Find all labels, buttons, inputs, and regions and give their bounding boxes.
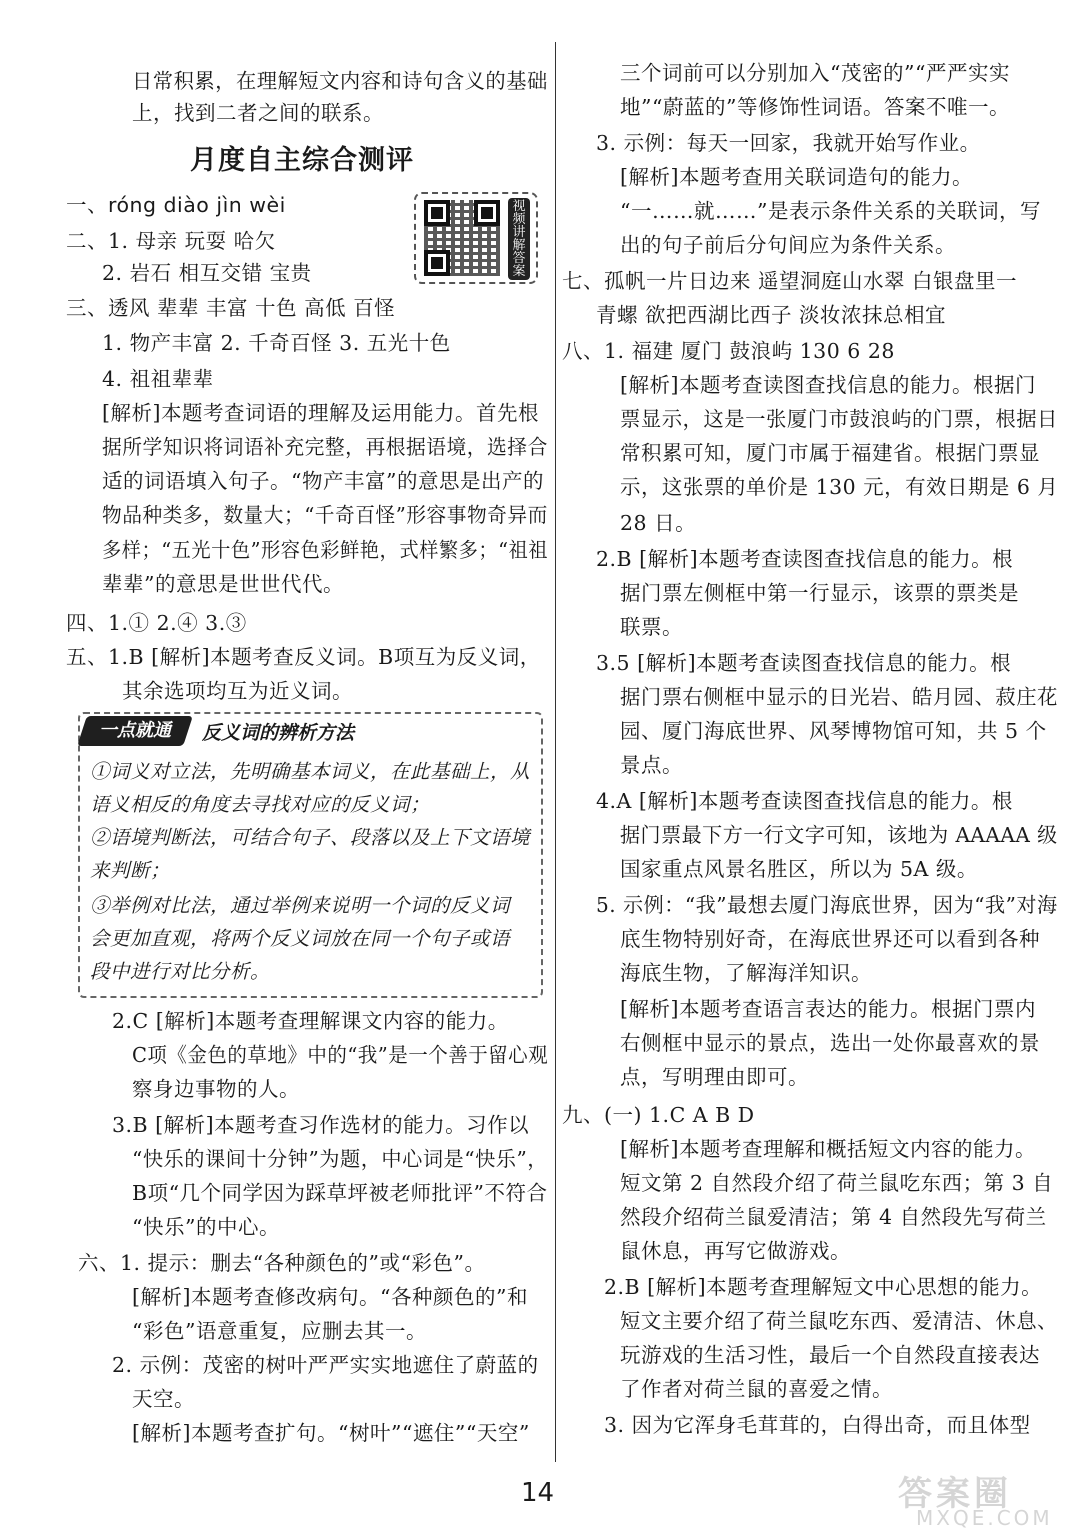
tip-line: 语义相反的角度去寻找对应的反义词； [90,793,431,816]
text-line: 青螺 欲把西湖比西子 淡妆浓抹总相宜 [596,303,947,327]
text-line: 5. 示例：“我”最想去厦门海底世界，因为“我”对海 [596,893,1058,917]
text-line: 3.5 [解析]本题考查读图查找信息的能力。根 [596,651,1012,675]
tip-badge-label: 一点就通 [99,720,171,741]
tip-line: ③举例对比法，通过举例来说明一个词的反义词 [90,894,511,917]
text-line: “彩色”语意重复，应删去其一。 [132,1319,427,1343]
text-line: 据门票左侧框中第一行显示，该票的票类是 [620,581,1019,605]
text-line: C项《金色的草地》中的“我”是一个善于留心观 [132,1043,549,1067]
answer-7: 七、孤帆一片日边来 遥望洞庭山水翠 白银盘里一 [562,269,1018,293]
text-line: 2.B [解析]本题考查读图查找信息的能力。根 [596,547,1014,571]
answer-6: 六、1. 提示：删去“各种颜色的”或“彩色”。 [78,1251,486,1275]
text-line: 联票。 [620,615,683,639]
text-line: 常积累可知，厦门市属于福建省。根据门票显 [620,441,1040,465]
qr-finder-icon [424,250,450,276]
text-line: 物品种类多，数量大；“千奇百怪”形容事物奇异而 [102,503,548,527]
text-line: 日常积累，在理解短文内容和诗句含义的基础 [132,69,548,93]
text-line: 底生物特别好奇，在海底世界还可以看到各种 [620,927,1040,951]
text-line: 了作者对荷兰鼠的喜爱之情。 [620,1377,893,1401]
answer-8: 八、1. 福建 厦门 鼓浪屿 130 6 28 [562,339,895,363]
text-line: 三个词前可以分别加入“茂密的”“严严实实 [620,61,1010,85]
text-line: 2. 岩石 相互交错 宝贵 [102,261,312,285]
analysis-line: [解析]本题考查词语的理解及运用能力。首先根 [102,401,539,425]
analysis-line: [解析]本题考查读图查找信息的能力。根据门 [620,373,1036,397]
analysis-line: [解析]本题考查语言表达的能力。根据门票内 [620,997,1036,1021]
text-line: 2.C [解析]本题考查理解课文内容的能力。 [112,1009,509,1033]
text-line: 2.B [解析]本题考查理解短文中心思想的能力。 [604,1275,1043,1299]
text-line: 天空。 [132,1387,195,1411]
answer-5: 五、1.B [解析]本题考查反义词。B项互为反义词， [66,645,541,669]
analysis-line: [解析]本题考查扩句。“树叶”“遮住”“天空” [132,1421,530,1445]
tip-title: 反义词的辨析方法 [202,722,355,744]
qr-finder-icon [424,200,450,226]
text-line: B项“几个同学因为踩草坪被老师批评”不符合 [132,1181,548,1205]
text-line: 右侧框中显示的景点，选出一处你最喜欢的景 [620,1031,1040,1055]
text-line: 适的词语填入句子。“物产丰富”的意思是出产的 [102,469,544,493]
qr-label: 视频讲解答案 [508,198,530,280]
text-line: 点，写明理由即可。 [620,1065,809,1089]
watermark-url: MXQE.COM [916,1506,1053,1530]
text-line: 景点。 [620,753,683,777]
text-line: 园、厦门海底世界、风琴博物馆可知，共 5 个 [620,719,1047,743]
text-line: 2. 示例：茂密的树叶严严实实地遮住了蔚蓝的 [112,1353,539,1377]
text-line: 3. 示例：每天一回家，我就开始写作业。 [596,131,981,155]
text-line: 3.B [解析]本题考查习作选材的能力。习作以 [112,1113,530,1137]
analysis-line: [解析]本题考查理解和概括短文内容的能力。 [620,1137,1036,1161]
text-line: 玩游戏的生活习性，最后一个自然段直接表达 [620,1343,1040,1367]
text-line: 4.A [解析]本题考查读图查找信息的能力。根 [596,789,1013,813]
section-title: 月度自主综合测评 [190,145,414,176]
text-line: 多样；“五光十色”形容色彩鲜艳，式样繁多；“祖祖 [102,538,548,562]
text-line: 4. 祖祖辈辈 [102,367,214,391]
page-number: 14 [521,1478,555,1508]
text-line: 3. 因为它浑身毛茸茸的，白得出奇，而且体型 [604,1413,1031,1437]
answer-3: 三、透风 辈辈 丰富 十色 高低 百怪 [66,296,396,320]
tip-line: 段中进行对比分析。 [90,960,271,983]
tip-line: ②语境判断法，可结合句子、段落以及上下文语境 [90,826,531,849]
answer-1: 一、róng diào jìn wèi [66,193,286,217]
text-line: 上，找到二者之间的联系。 [132,101,384,125]
text-line: 国家重点风景名胜区，所以为 5A 级。 [620,857,978,881]
tip-line: 来判断； [90,859,171,882]
text-line: 据门票最下方一行文字可知，该地为 AAAAA 级 [620,823,1058,847]
text-line: “一……就……”是表示条件关系的关联词，写 [620,199,1041,223]
text-line: 然段介绍荷兰鼠爱清洁；第 4 自然段先写荷兰 [620,1205,1047,1229]
tip-line: 会更加直观，将两个反义词放在同一个句子或语 [90,927,511,950]
text-line: 海底生物，了解海洋知识。 [620,961,872,985]
qr-finder-icon [474,200,500,226]
column-divider [555,42,556,1462]
text-line: 其余选项均互为近义词。 [122,679,353,703]
text-line: 出的句子前后分句间应为条件关系。 [620,233,956,257]
text-line: 短文第 2 自然段介绍了荷兰鼠吃东西；第 3 自 [620,1171,1054,1195]
qr-code[interactable] [414,192,538,284]
analysis-line: [解析]本题考查修改病句。“各种颜色的”和 [132,1285,528,1309]
tip-line: ①词义对立法，先明确基本词义，在此基础上，从 [90,760,531,783]
text-line: 票显示，这是一张厦门市鼓浪屿的门票，根据日 [620,407,1058,431]
answer-9: 九、(一) 1.C A B D [562,1103,755,1127]
analysis-line: [解析]本题考查用关联词造句的能力。 [620,165,973,189]
text-line: 短文主要介绍了荷兰鼠吃东西、爱清洁、休息、 [620,1309,1058,1333]
text-line: 据门票右侧框中显示的日光岩、皓月园、菽庄花 [620,685,1058,709]
watermark-text: 答案圈 [898,1474,1012,1514]
answer-4: 四、1.① 2.④ 3.③ [66,611,247,635]
text-line: “快乐的课间十分钟”为题，中心词是“快乐”， [132,1147,549,1171]
answer-2: 二、1. 母亲 玩耍 哈欠 [66,229,276,253]
text-line: 1. 物产丰富 2. 千奇百怪 3. 五光十色 [102,331,451,355]
text-line: 鼠休息，再写它做游戏。 [620,1239,851,1263]
watermark-logo [880,1466,1056,1530]
text-line: 据所学知识将词语补充完整，再根据语境，选择合 [102,435,548,459]
tip-badge [77,716,193,746]
text-line: “快乐”的中心。 [132,1215,280,1239]
text-line: 示，这张票的单价是 130 元，有效日期是 6 月 [620,475,1059,499]
text-line: 28 日。 [620,511,697,535]
text-line: 察身边事物的人。 [132,1077,300,1101]
text-line: 地”“蔚蓝的”等修饰性词语。答案不唯一。 [620,95,1010,119]
tip-box [78,712,543,998]
text-line: 辈辈”的意思是世世代代。 [102,572,344,596]
